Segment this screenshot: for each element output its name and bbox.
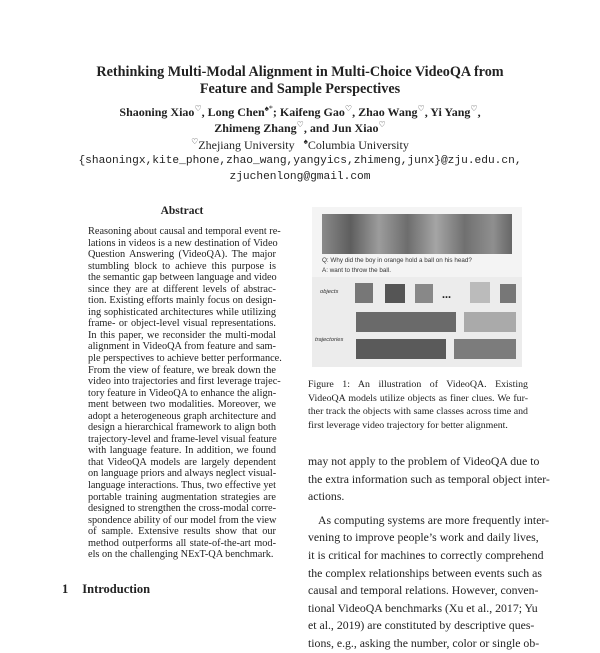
object-thumbnail [470,282,490,303]
title-line: Rethinking Multi-Modal Alignment in Multi-Choice VideoQA from [96,64,504,80]
text-line: vening to improve people’s work and daily lives, [308,530,539,545]
author: Kaifeng Gao [279,105,345,119]
text-line: ment between two modalities. Moreover, we [88,399,276,411]
text-line: designed to strengthen the cross-modal corre- [88,503,276,515]
text-line: spondence ability of our model from the view [88,514,277,526]
paragraph [308,512,550,653]
text-line: trajectory-level and frame-level visual feature [88,433,277,445]
author: Long Chen [207,105,265,119]
trajectories-label: trajectories [315,337,344,343]
paper-title [60,64,540,98]
text-line: design a hierarchical framework to align both [88,422,276,434]
text-line: first leverage video trajectory for better alignment. [308,419,508,431]
text-line: the semantic gap between language and video [88,272,277,284]
figure-1 [312,207,522,367]
text-line: Figure 1: An illustration of VideoQA. Existing [308,379,528,390]
figure-caption [308,378,528,432]
text-line: In this paper, we reconsider the multi-modal [88,329,276,341]
section-title: Introduction [82,582,151,596]
affil-mark: ♡ [344,104,353,113]
text-line: the complex relationships between events such as [308,565,542,580]
text-line: els on the challenging NExT-QA benchmark. [88,549,274,561]
objects-label: objects [320,289,339,295]
affil-mark: ♡ [296,120,304,129]
affil-mark: ♡ [191,137,199,146]
author-list: Shaoning Xiao♡, Long Chen♠*; Kaifeng Gao♡, Zhao Wang♡, Yi Yang♡, Zhimeng Zhang♡, and Jun Xiao♡ [119,104,481,135]
author: Zhimeng Zhang [214,121,297,135]
text-line: of sample. Extensive results show that our [88,526,276,538]
text-line: Reasoning about causal and temporal event re- [88,226,281,237]
text-line: lations in videos is a new destination of Video [88,237,278,249]
text-line: with language feature. In addition, we found [88,445,276,457]
text-line: From the view of feature, we break down the [88,364,276,376]
affil-mark: ♠ [303,137,308,146]
author: Shaoning Xiao [119,105,195,119]
text-line: ther track the objects with same classes across time and [308,406,528,417]
text-line: portable training augmentation strategies are [88,491,276,503]
affil-mark: ♡ [417,104,425,113]
text-line: language interactions. Thus, two effective yet [88,480,276,492]
text-line: causal and temporal relations. However, conven- [308,583,539,598]
text-line: tional VideoQA benchmarks (Xu et al., 2017; Yu [308,600,538,615]
trajectory-strip [464,312,516,332]
trajectory-strip [356,339,446,359]
object-thumbnail [415,284,433,303]
text-line: alignment in VideoQA from feature and sam- [88,341,276,353]
text-line: method outperforms all state-of-the-art mod- [88,537,276,549]
text-line: et al., 2019) are constituted by descriptive ques- [308,618,535,633]
affiliation: Columbia University [307,138,409,152]
affil-mark: ♡ [378,120,386,129]
affil-mark: ♡ [194,104,202,113]
object-thumbnail [355,283,373,303]
affiliations [60,138,540,153]
section-number: 1 [62,582,69,596]
text-line: that VideoQA models are largely dependent [88,456,276,468]
figure-answer: A: want to throw the ball. [322,267,391,274]
text-line: tion. Existing efforts mainly focus on design- [88,295,276,307]
affil-mark: ♠* [264,104,273,113]
paragraph [308,453,550,506]
text-line: VideoQA models utilize objects as finer clues. We fur- [308,392,528,404]
text-line: frame- or object-level visual representations. [88,318,276,330]
affiliation: Zhejiang University [198,138,295,152]
text-line: since they are at different levels of abstrac- [88,283,276,295]
author: Zhao Wang [358,105,418,119]
trajectory-strip [454,339,516,359]
section-heading [62,582,164,597]
abstract-heading: Abstract [160,205,204,217]
text-line: As computing systems are more frequently inter- [318,512,550,527]
email-line: {shaoningx,kite_phone,zhao_wang,yangyics,zhimeng,junx}@zju.edu.cn, [78,155,522,167]
text-line: actions. [308,489,345,504]
author: and Jun Xiao [309,121,379,135]
text-line: it is critical for machines to correctly comprehend [308,547,544,562]
title-line: Feature and Sample Perspectives [199,81,401,97]
affil-mark: ♡ [470,104,478,113]
trajectory-strip [356,312,456,332]
text-line: ing sophisticated architectures while utilizing [88,306,276,318]
object-thumbnail [385,284,405,303]
emails [60,153,540,185]
text-line: adopt a heterogeneous graph architecture and [88,410,276,422]
figure-question: Q: Why did the boy in orange hold a ball on his head? [322,257,472,264]
object-thumbnail [500,284,516,303]
text-line: may not apply to the problem of VideoQA due to [308,454,540,468]
author: Yi Yang [430,105,471,119]
text-line: stumbling block to achieve this purpose is [88,260,276,272]
text-line: on language priors and always neglect visual- [88,468,277,480]
text-line: tions, e.g., asking the number, color or single ob- [308,635,540,650]
text-line: tory feature in VideoQA to enhance the align- [88,387,277,399]
text-line: video into trajectories and first leverage trajec- [88,376,281,388]
ellipsis: ... [442,287,451,301]
email-line: zjuchenlong@gmail.com [229,171,371,183]
text-line: the extra information such as temporal object inter- [308,471,550,486]
text-line: ple perspectives to achieve better performance. [88,353,282,365]
abstract-body [88,226,282,561]
text-line: Question Answering (VideoQA). The major [88,249,276,261]
video-frames-strip [322,214,512,254]
intro-body [308,453,550,653]
